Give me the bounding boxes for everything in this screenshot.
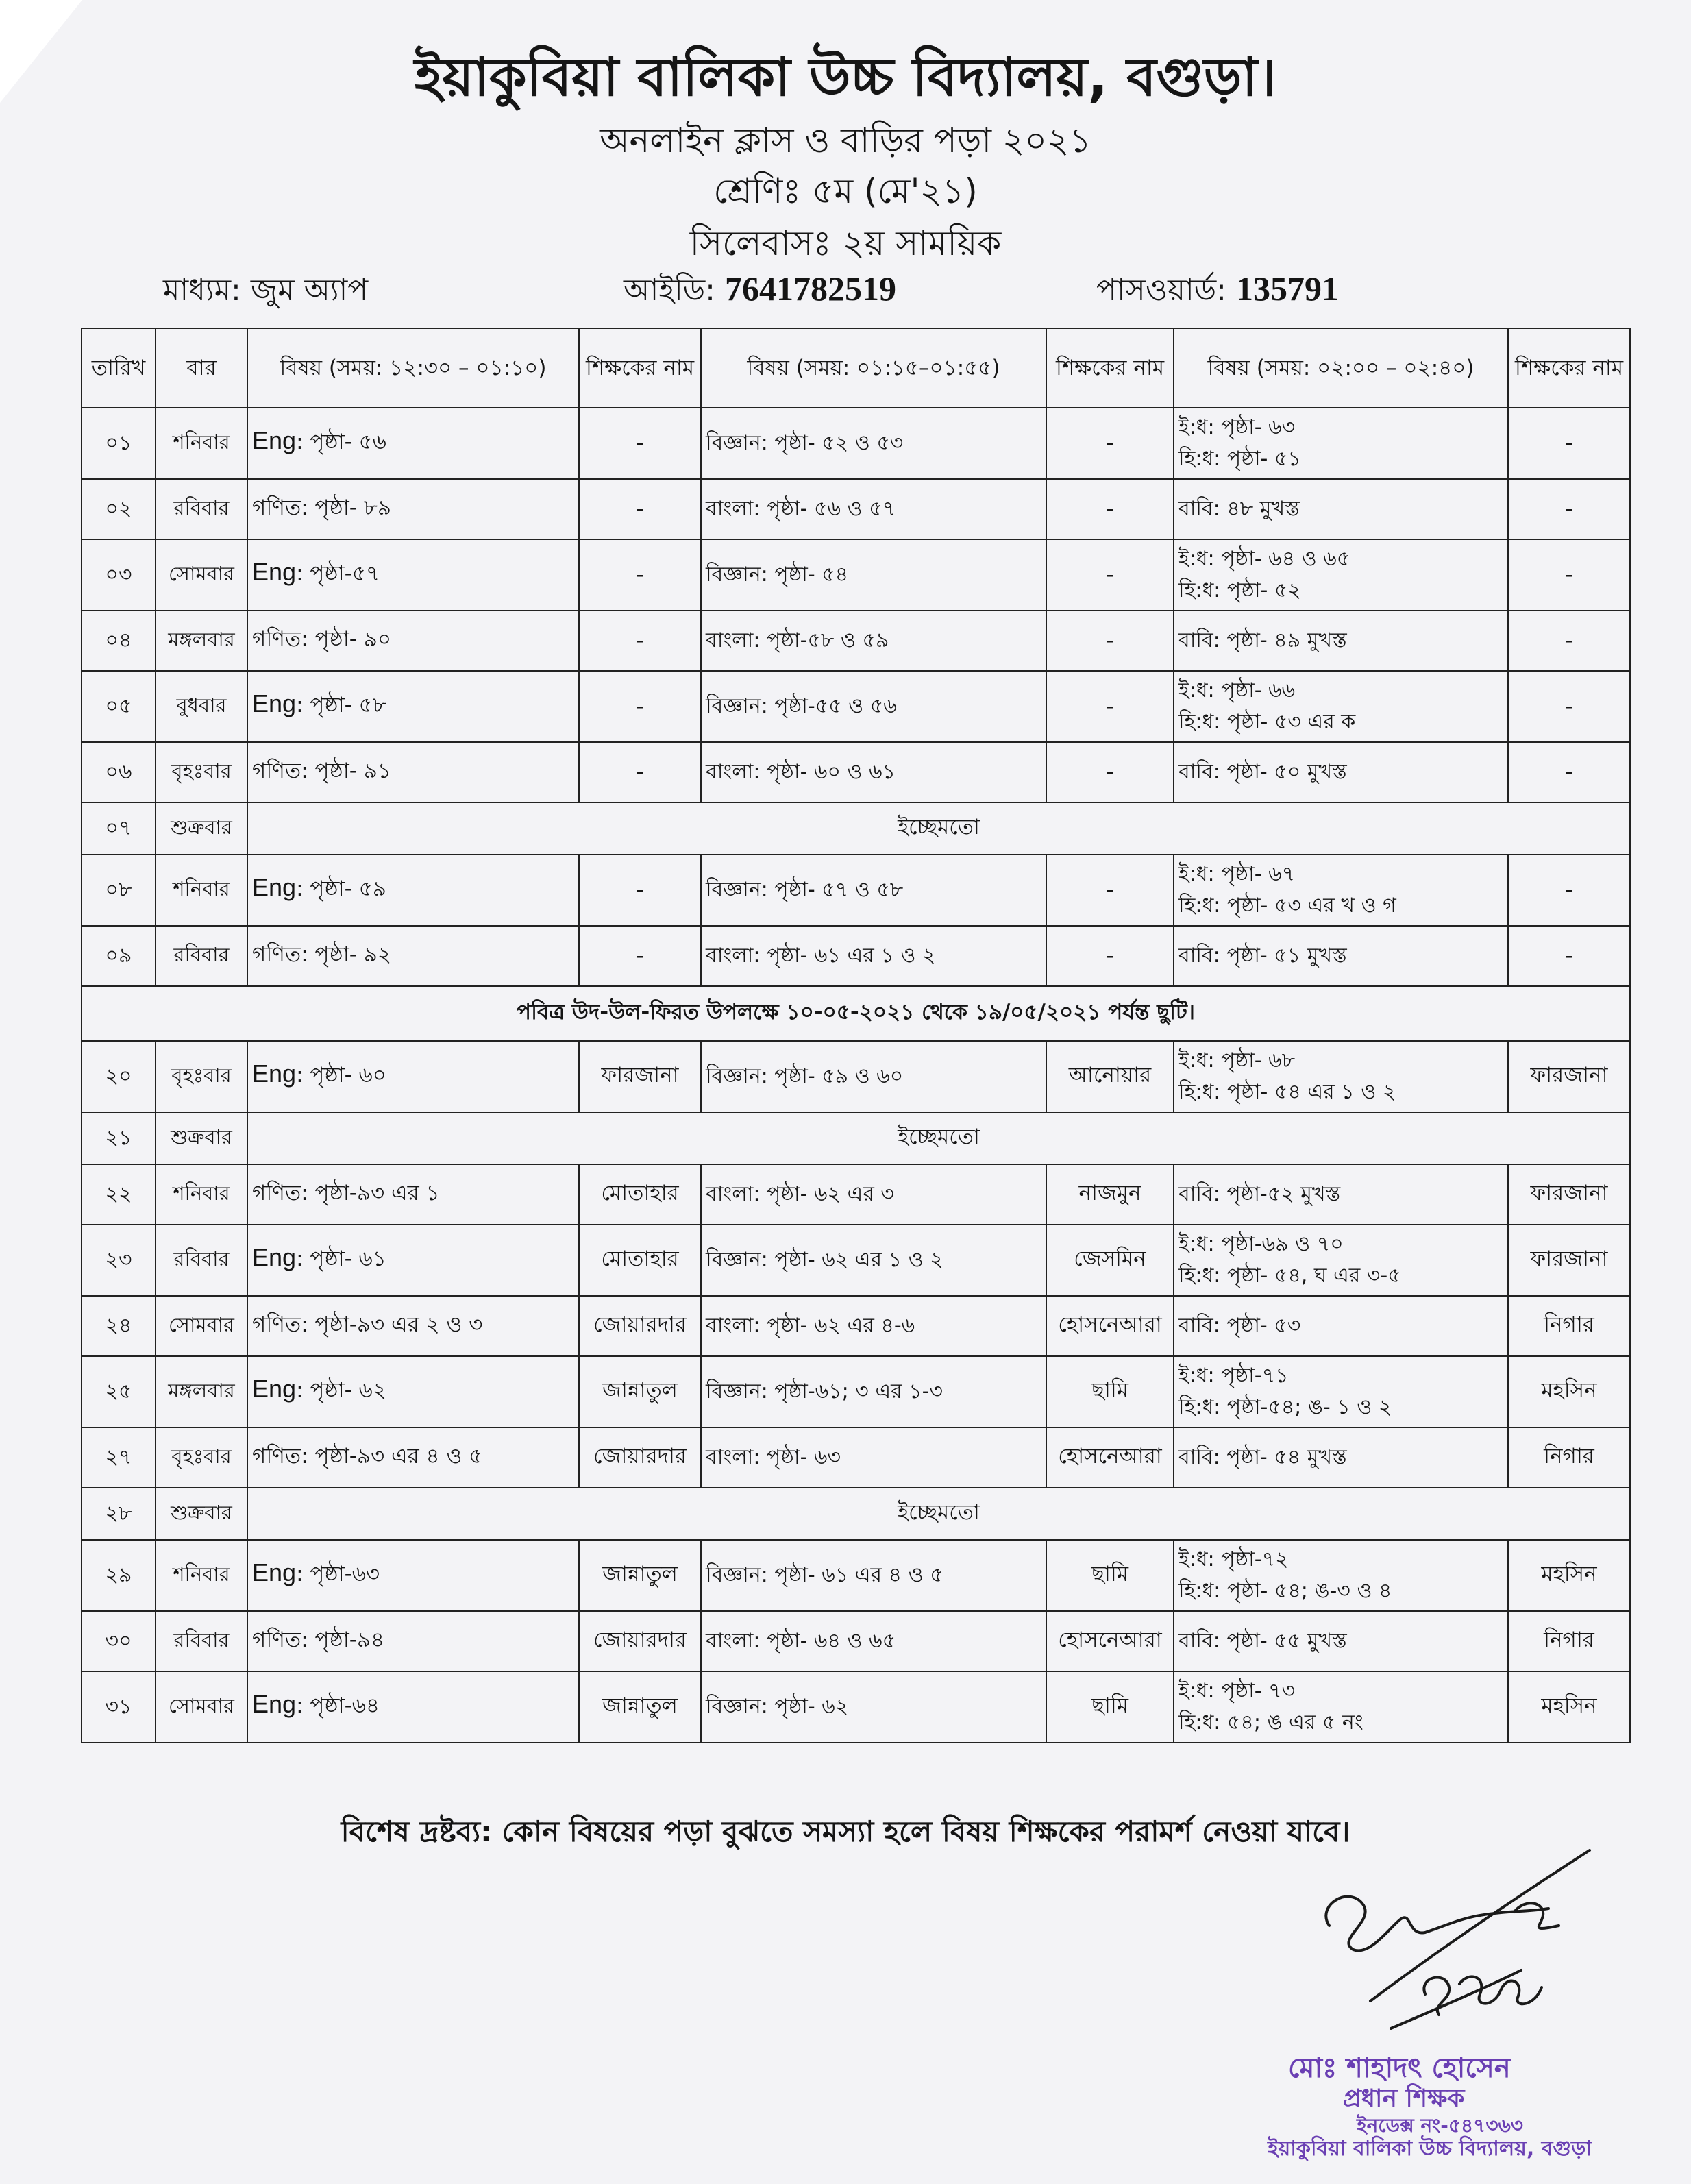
english-subject-tag: Eng <box>252 1690 297 1718</box>
subject-period-1: গণিত: পৃষ্ঠা- ৯০ <box>247 611 579 671</box>
row-date: ২৯ <box>82 1540 156 1611</box>
school-title: ইয়াকুবিয়া বালিকা উচ্চ বিদ্যালয়, বগুড়া। <box>414 47 1277 108</box>
table-row <box>82 855 1630 926</box>
subject-period-3-line-1: ই:ধ: পৃষ্ঠা- ৬৬ <box>1178 678 1296 702</box>
syllabus-label: সিলেবাসঃ ২য় সাময়িক <box>689 223 1002 263</box>
subject-period-3-line-1: বাবি: ৪৮ মুখস্ত <box>1178 497 1300 521</box>
teacher-period-2: - <box>1046 671 1174 742</box>
subject-period-3-line-1: ই:ধ: পৃষ্ঠা-৬৯ ও ৭০ <box>1178 1232 1344 1256</box>
teacher-period-2: হোসনেআরা <box>1046 1427 1174 1488</box>
subject-period-1: Eng: পৃষ্ঠা- ৫৬ <box>247 408 579 479</box>
subject-period-2: বিজ্ঞান: পৃষ্ঠা-৫৫ ও ৫৬ <box>701 671 1046 742</box>
teacher-period-1: - <box>579 742 701 802</box>
subject-period-3 <box>1174 1427 1508 1488</box>
subject-period-1: Eng: পৃষ্ঠা-৬৪ <box>247 1671 579 1743</box>
subject-period-3-line-2: হি:ধ: ৫৪; ঙ এর ৫ নং <box>1178 1710 1363 1734</box>
teacher-period-2: - <box>1046 855 1174 926</box>
teacher-period-2: হোসনেআরা <box>1046 1296 1174 1356</box>
subject-period-1: গণিত: পৃষ্ঠা- ৯১ <box>247 742 579 802</box>
subject-period-1: গণিত: পৃষ্ঠা-৯৪ <box>247 1611 579 1671</box>
row-day: বুধবার <box>156 671 247 742</box>
free-day-label: ইচ্ছেমতো <box>247 1112 1630 1164</box>
teacher-period-1: মোতাহার <box>579 1225 701 1296</box>
teacher-period-1: - <box>579 479 701 539</box>
row-day: শনিবার <box>156 1540 247 1611</box>
table-row <box>82 611 1630 671</box>
teacher-period-1: জান্নাতুল <box>579 1356 701 1427</box>
subject-period-3 <box>1174 1356 1508 1427</box>
stamp-index: ইনডেক্স নং-৫৪৭৩৬৩ <box>1357 2113 1524 2137</box>
teacher-period-1: - <box>579 539 701 611</box>
subject-period-1: গণিত: পৃষ্ঠা-৯৩ এর ৪ ও ৫ <box>247 1427 579 1488</box>
row-day: শুক্রবার <box>156 1112 247 1164</box>
teacher-period-3: নিগার <box>1508 1611 1630 1671</box>
teacher-period-2: - <box>1046 408 1174 479</box>
table-row <box>82 1296 1630 1356</box>
teacher-period-1: - <box>579 926 701 986</box>
schedule-header-row <box>82 328 1630 408</box>
free-day-row <box>82 1488 1630 1540</box>
teacher-period-1: - <box>579 408 701 479</box>
subject-period-3-line-1: ই:ধ: পৃষ্ঠা- ৬৮ <box>1178 1048 1296 1072</box>
teacher-period-3: মহসিন <box>1508 1356 1630 1427</box>
holiday-notice: পবিত্র উদ-উল-ফিরত উপলক্ষে ১০-০৫-২০২১ থেকে ১৯/০৫/২০২১ পর্যন্ত ছুটি। <box>82 986 1630 1041</box>
teacher-period-2: ছামি <box>1046 1356 1174 1427</box>
header-teacher-period-2: শিক্ষকের নাম <box>1046 328 1174 408</box>
teacher-period-1: - <box>579 855 701 926</box>
table-row <box>82 671 1630 742</box>
subject-period-3-line-1: বাবি: পৃষ্ঠা- ৪৯ মুখস্ত <box>1178 628 1347 652</box>
subject-period-3 <box>1174 611 1508 671</box>
subject-period-1: Eng: পৃষ্ঠা-৫৭ <box>247 539 579 611</box>
schedule-table <box>81 328 1631 1743</box>
table-row <box>82 1671 1630 1743</box>
header-teacher-period-3: শিক্ষকের নাম <box>1508 328 1630 408</box>
subject-period-1: Eng: পৃষ্ঠা-৬৩ <box>247 1540 579 1611</box>
subject-period-3-line-1: ই:ধ: পৃষ্ঠা-৭২ <box>1178 1547 1289 1571</box>
subject-period-1: Eng: পৃষ্ঠা- ৬২ <box>247 1356 579 1427</box>
free-day-row <box>82 802 1630 855</box>
table-row <box>82 1225 1630 1296</box>
subject-period-3 <box>1174 539 1508 611</box>
row-date: ০৩ <box>82 539 156 611</box>
teacher-period-1: ফারজানা <box>579 1041 701 1112</box>
row-day: সোমবার <box>156 539 247 611</box>
principal-stamp <box>1268 2052 1624 2161</box>
subject-period-3-line-2: হি:ধ: পৃষ্ঠা- ৫২ <box>1178 578 1301 602</box>
teacher-period-3: - <box>1508 611 1630 671</box>
stamp-school: ইয়াকুবিয়া বালিকা উচ্চ বিদ্যালয়, বগুড়া <box>1268 2136 1592 2161</box>
teacher-period-2: আনোয়ার <box>1046 1041 1174 1112</box>
teacher-period-3: - <box>1508 742 1630 802</box>
subject-period-2: বাংলা: পৃষ্ঠা- ৬৩ <box>701 1427 1046 1488</box>
subject-period-3 <box>1174 1225 1508 1296</box>
row-date: ০৯ <box>82 926 156 986</box>
subject-period-2: বিজ্ঞান: পৃষ্ঠা- ৬২ <box>701 1671 1046 1743</box>
subject-period-3 <box>1174 1296 1508 1356</box>
subject-period-3 <box>1174 1611 1508 1671</box>
table-row <box>82 539 1630 611</box>
teacher-period-3: মহসিন <box>1508 1671 1630 1743</box>
subject-period-3 <box>1174 1041 1508 1112</box>
subject-period-3-line-1: বাবি: পৃষ্ঠা-৫২ মুখস্ত <box>1178 1182 1341 1206</box>
teacher-period-2: নাজমুন <box>1046 1164 1174 1225</box>
header-subject-period-2: বিষয় (সময়: ০১:১৫–০১:৫৫) <box>701 328 1046 408</box>
subject-period-3-line-1: বাবি: পৃষ্ঠা- ৫৫ মুখস্ত <box>1178 1629 1347 1653</box>
subject-period-3 <box>1174 1671 1508 1743</box>
meeting-id <box>624 267 896 317</box>
row-date: ২০ <box>82 1041 156 1112</box>
notice-row <box>82 986 1630 1041</box>
teacher-period-3: - <box>1508 855 1630 926</box>
row-date: ০৬ <box>82 742 156 802</box>
teacher-period-1: জোয়ারদার <box>579 1611 701 1671</box>
row-date: ০৪ <box>82 611 156 671</box>
meeting-password-value: 135791 <box>1235 269 1339 308</box>
header-subject-period-3: বিষয় (সময়: ০২:০০ – ০২:৪০) <box>1174 328 1508 408</box>
subject-period-3 <box>1174 1164 1508 1225</box>
row-date: ২৩ <box>82 1225 156 1296</box>
subject-period-3 <box>1174 479 1508 539</box>
row-date: ০২ <box>82 479 156 539</box>
subject-period-3-line-2: হি:ধ: পৃষ্ঠা- ৫৩ এর ক <box>1178 710 1356 734</box>
subject-period-3-line-1: ই:ধ: পৃষ্ঠা- ৭৩ <box>1178 1679 1296 1703</box>
row-date: ২৫ <box>82 1356 156 1427</box>
teacher-period-1: জোয়ারদার <box>579 1296 701 1356</box>
row-date: ২৮ <box>82 1488 156 1540</box>
subject-period-2: বাংলা: পৃষ্ঠা- ৬২ এর ৪-৬ <box>701 1296 1046 1356</box>
subject-period-3-line-1: ই:ধ: পৃষ্ঠা-৭১ <box>1178 1364 1289 1388</box>
subject-period-1: Eng: পৃষ্ঠা- ৫৯ <box>247 855 579 926</box>
teacher-period-3: - <box>1508 926 1630 986</box>
subject-period-2: বিজ্ঞান: পৃষ্ঠা- ৫৪ <box>701 539 1046 611</box>
subject-period-2: বাংলা: পৃষ্ঠা- ৬০ ও ৬১ <box>701 742 1046 802</box>
english-subject-tag: Eng <box>252 1243 297 1271</box>
teacher-period-1: - <box>579 671 701 742</box>
program-title: অনলাইন ক্লাস ও বাড়ির পড়া ২০২১ <box>600 121 1091 160</box>
stamp-title: প্রধান শিক্ষক <box>1343 2085 1465 2113</box>
english-subject-tag: Eng <box>252 873 297 901</box>
english-subject-tag: Eng <box>252 1059 297 1088</box>
subject-period-3-line-2: হি:ধ: পৃষ্ঠা- ৫৪ এর ১ ও ২ <box>1178 1080 1396 1104</box>
row-day: রবিবার <box>156 926 247 986</box>
footnote: বিশেষ দ্রষ্টব্য: কোন বিষয়ের পড়া বুঝতে সমস্যা হলে বিষয় শিক্ষকের পরামর্শ নেওয়া যাবে। <box>341 1815 1350 1848</box>
teacher-period-3: - <box>1508 408 1630 479</box>
subject-period-2: বাংলা: পৃষ্ঠা- ৬১ এর ১ ও ২ <box>701 926 1046 986</box>
teacher-period-2: - <box>1046 742 1174 802</box>
subject-period-3 <box>1174 1540 1508 1611</box>
subject-period-1: Eng: পৃষ্ঠা- ৬০ <box>247 1041 579 1112</box>
row-day: সোমবার <box>156 1296 247 1356</box>
row-day: বৃহঃবার <box>156 1041 247 1112</box>
row-date: ২৪ <box>82 1296 156 1356</box>
teacher-period-3: - <box>1508 539 1630 611</box>
teacher-period-3: মহসিন <box>1508 1540 1630 1611</box>
subject-period-3 <box>1174 855 1508 926</box>
english-subject-tag: Eng <box>252 426 297 454</box>
free-day-label: ইচ্ছেমতো <box>247 802 1630 855</box>
row-day: রবিবার <box>156 1611 247 1671</box>
subject-period-2: বিজ্ঞান: পৃষ্ঠা- ৬২ এর ১ ও ২ <box>701 1225 1046 1296</box>
subject-period-3 <box>1174 671 1508 742</box>
header-subject-period-1: বিষয় (সময়: ১২:৩০ – ০১:১০) <box>247 328 579 408</box>
table-row <box>82 1041 1630 1112</box>
class-label: শ্রেণিঃ ৫ম (মে'২১) <box>713 171 978 211</box>
subject-period-3-line-2: হি:ধ: পৃষ্ঠা- ৫১ <box>1178 447 1301 471</box>
row-day: সোমবার <box>156 1671 247 1743</box>
teacher-period-3: নিগার <box>1508 1296 1630 1356</box>
table-row <box>82 926 1630 986</box>
subject-period-3-line-2: হি:ধ: পৃষ্ঠা- ৫৪; ঙ-৩ ও ৪ <box>1178 1579 1392 1603</box>
row-day: রবিবার <box>156 1225 247 1296</box>
subject-period-3-line-1: ই:ধ: পৃষ্ঠা- ৬৩ <box>1178 415 1296 439</box>
free-day-row <box>82 1112 1630 1164</box>
teacher-period-3: - <box>1508 479 1630 539</box>
subject-period-1: Eng: পৃষ্ঠা- ৬১ <box>247 1225 579 1296</box>
subject-period-3 <box>1174 408 1508 479</box>
row-date: ০১ <box>82 408 156 479</box>
meeting-id-label: আইডি: <box>624 273 716 308</box>
row-date: ৩১ <box>82 1671 156 1743</box>
row-day: শুক্রবার <box>156 802 247 855</box>
table-row <box>82 1356 1630 1427</box>
header-date: তারিখ <box>82 328 156 408</box>
meeting-id-value: 7641782519 <box>725 269 897 308</box>
row-date: ২৭ <box>82 1427 156 1488</box>
subject-period-2: বিজ্ঞান: পৃষ্ঠা- ৫৭ ও ৫৮ <box>701 855 1046 926</box>
row-day: শনিবার <box>156 1164 247 1225</box>
teacher-period-1: জান্নাতুল <box>579 1671 701 1743</box>
row-day: শনিবার <box>156 408 247 479</box>
header-day: বার <box>156 328 247 408</box>
row-date: ২১ <box>82 1112 156 1164</box>
row-day: শনিবার <box>156 855 247 926</box>
teacher-period-3: ফারজানা <box>1508 1225 1630 1296</box>
subject-period-1: গণিত: পৃষ্ঠা- ৮৯ <box>247 479 579 539</box>
table-row <box>82 1611 1630 1671</box>
teacher-period-1: মোতাহার <box>579 1164 701 1225</box>
table-row <box>82 408 1630 479</box>
header-teacher-period-1: শিক্ষকের নাম <box>579 328 701 408</box>
subject-period-3-line-2: হি:ধ: পৃষ্ঠা- ৫৩ এর খ ও গ <box>1178 894 1396 918</box>
meeting-password <box>1096 267 1339 317</box>
signature-image <box>1288 1823 1603 2056</box>
subject-period-2: বাংলা: পৃষ্ঠা- ৬২ এর ৩ <box>701 1164 1046 1225</box>
subject-period-3-line-1: বাবি: পৃষ্ঠা- ৫৩ <box>1178 1314 1301 1338</box>
teacher-period-1: জোয়ারদার <box>579 1427 701 1488</box>
row-date: ২২ <box>82 1164 156 1225</box>
table-row <box>82 479 1630 539</box>
row-date: ০৭ <box>82 802 156 855</box>
row-date: ০৫ <box>82 671 156 742</box>
english-subject-tag: Eng <box>252 1375 297 1403</box>
subject-period-2: বিজ্ঞান: পৃষ্ঠা- ৫২ ও ৫৩ <box>701 408 1046 479</box>
row-day: রবিবার <box>156 479 247 539</box>
meeting-password-label: পাসওয়ার্ড: <box>1096 273 1226 308</box>
subject-period-3 <box>1174 742 1508 802</box>
subject-period-1: গণিত: পৃষ্ঠা-৯৩ এর ১ <box>247 1164 579 1225</box>
teacher-period-2: - <box>1046 479 1174 539</box>
teacher-period-1: - <box>579 611 701 671</box>
subject-period-2: বিজ্ঞান: পৃষ্ঠা- ৫৯ ও ৬০ <box>701 1041 1046 1112</box>
teacher-period-2: জেসমিন <box>1046 1225 1174 1296</box>
subject-period-3-line-1: ই:ধ: পৃষ্ঠা- ৬৪ ও ৬৫ <box>1178 547 1350 571</box>
teacher-period-2: ছামি <box>1046 1540 1174 1611</box>
subject-period-2: বাংলা: পৃষ্ঠা- ৫৬ ও ৫৭ <box>701 479 1046 539</box>
teacher-period-3: - <box>1508 671 1630 742</box>
row-day: মঙ্গলবার <box>156 1356 247 1427</box>
teacher-period-2: - <box>1046 539 1174 611</box>
teacher-period-3: ফারজানা <box>1508 1164 1630 1225</box>
subject-period-1: Eng: পৃষ্ঠা- ৫৮ <box>247 671 579 742</box>
subject-period-2: বাংলা: পৃষ্ঠা- ৬৪ ও ৬৫ <box>701 1611 1046 1671</box>
subject-period-3-line-1: বাবি: পৃষ্ঠা- ৫১ মুখস্ত <box>1178 944 1347 968</box>
subject-period-1: গণিত: পৃষ্ঠা- ৯২ <box>247 926 579 986</box>
free-day-label: ইচ্ছেমতো <box>247 1488 1630 1540</box>
row-day: বৃহঃবার <box>156 742 247 802</box>
subject-period-3-line-1: ই:ধ: পৃষ্ঠা- ৬৭ <box>1178 862 1296 886</box>
row-date: ৩০ <box>82 1611 156 1671</box>
row-day: শুক্রবার <box>156 1488 247 1540</box>
row-date: ০৮ <box>82 855 156 926</box>
english-subject-tag: Eng <box>252 558 297 586</box>
subject-period-2: বাংলা: পৃষ্ঠা-৫৮ ও ৫৯ <box>701 611 1046 671</box>
subject-period-3-line-1: বাবি: পৃষ্ঠা- ৫০ মুখস্ত <box>1178 760 1347 784</box>
teacher-period-2: - <box>1046 611 1174 671</box>
teacher-period-2: হোসনেআরা <box>1046 1611 1174 1671</box>
subject-period-3-line-2: হি:ধ: পৃষ্ঠা- ৫৪, ঘ এর ৩-৫ <box>1178 1264 1401 1288</box>
english-subject-tag: Eng <box>252 1558 297 1586</box>
teacher-period-3: নিগার <box>1508 1427 1630 1488</box>
teacher-period-2: - <box>1046 926 1174 986</box>
table-row <box>82 742 1630 802</box>
subject-period-2: বিজ্ঞান: পৃষ্ঠা-৬১; ৩ এর ১-৩ <box>701 1356 1046 1427</box>
table-row <box>82 1427 1630 1488</box>
stamp-name: মোঃ শাহাদৎ হোসেন <box>1288 2052 1511 2084</box>
subject-period-3-line-1: বাবি: পৃষ্ঠা- ৫৪ মুখস্ত <box>1178 1445 1347 1469</box>
subject-period-2: বিজ্ঞান: পৃষ্ঠা- ৬১ এর ৪ ও ৫ <box>701 1540 1046 1611</box>
teacher-period-2: ছামি <box>1046 1671 1174 1743</box>
teacher-period-3: ফারজানা <box>1508 1041 1630 1112</box>
subject-period-3-line-2: হি:ধ: পৃষ্ঠা-৫৪; ঙ- ১ ও ২ <box>1178 1395 1392 1419</box>
row-day: বৃহঃবার <box>156 1427 247 1488</box>
subject-period-1: গণিত: পৃষ্ঠা-৯৩ এর ২ ও ৩ <box>247 1296 579 1356</box>
medium-label: মাধ্যম: জুম অ্যাপ <box>163 273 369 308</box>
teacher-period-1: জান্নাতুল <box>579 1540 701 1611</box>
schedule-body <box>82 408 1630 1743</box>
subject-period-3 <box>1174 926 1508 986</box>
table-row <box>82 1164 1630 1225</box>
row-day: মঙ্গলবার <box>156 611 247 671</box>
table-row <box>82 1540 1630 1611</box>
english-subject-tag: Eng <box>252 689 297 717</box>
